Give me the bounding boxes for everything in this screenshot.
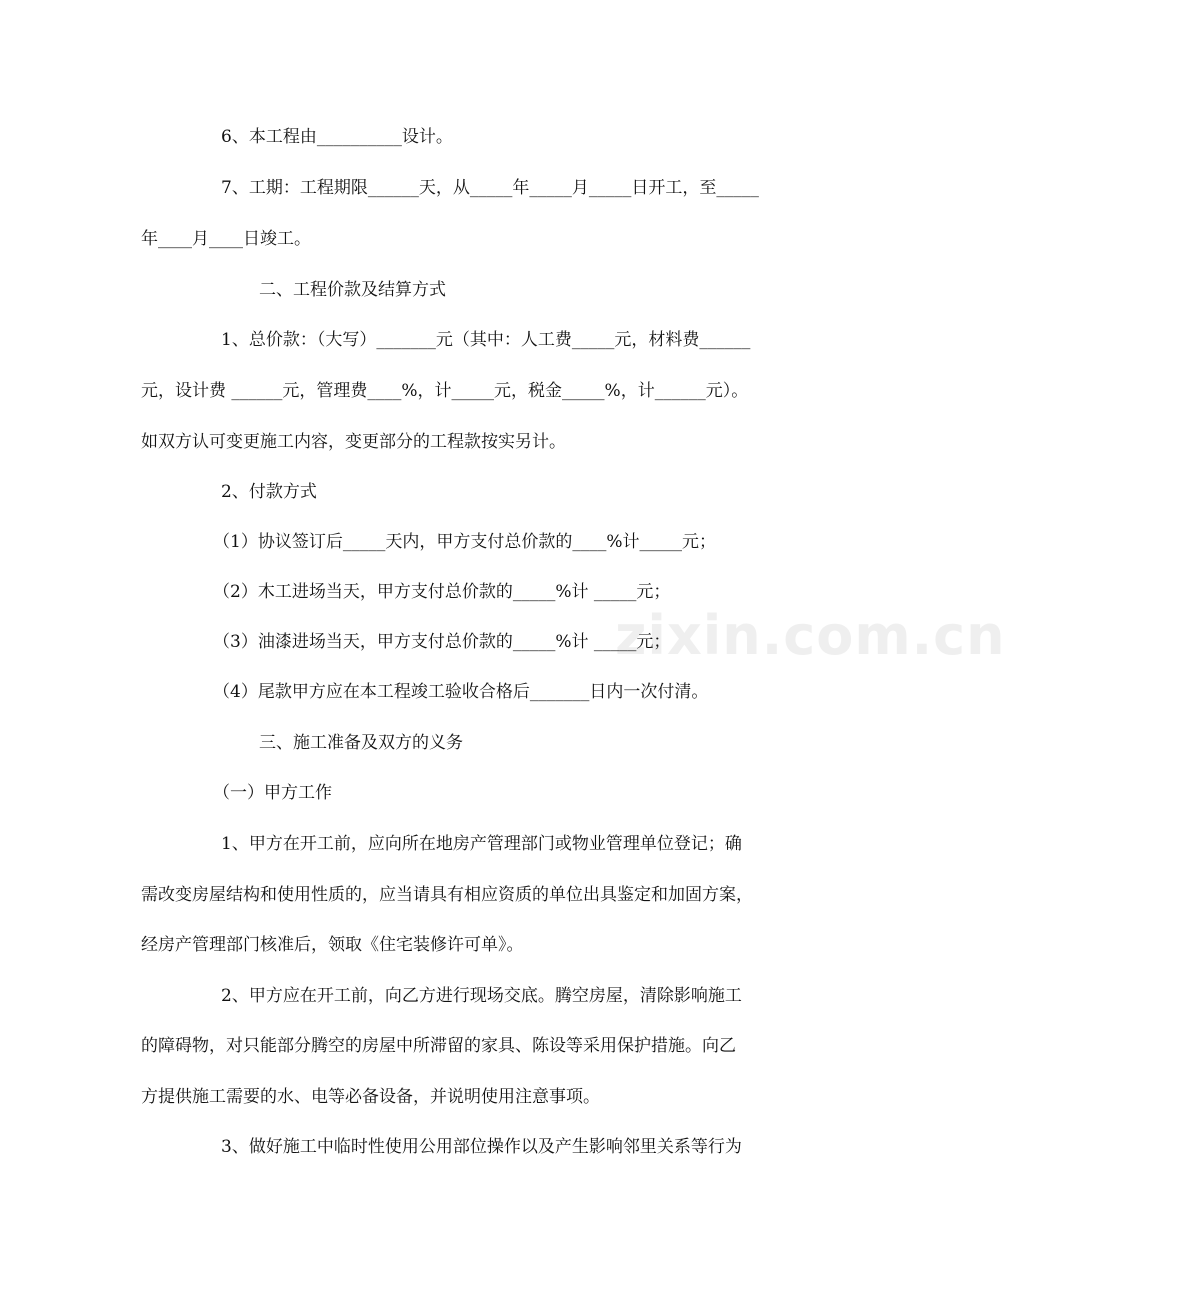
item-1-total-price-cont: 元，设计费 ______元，管理费____%，计_____元，税金_____%，计______元）。 <box>141 381 749 401</box>
party-a-item-2: 2、甲方应在开工前，向乙方进行现场交底。腾空房屋，清除影响施工 <box>221 986 742 1006</box>
section-2-heading: 二、工程价款及结算方式 <box>259 280 446 300</box>
payment-step-4: （4）尾款甲方应在本工程竣工验收合格后_______日内一次付清。 <box>213 682 709 702</box>
party-a-item-1: 1、甲方在开工前，应向所在地房产管理部门或物业管理单位登记；确 <box>221 834 742 854</box>
party-a-item-1-end: 经房产管理部门核准后，领取《住宅装修许可单》。 <box>141 935 524 955</box>
clause-7-period-cont: 年____月____日竣工。 <box>141 229 311 249</box>
party-a-work-heading: （一）甲方工作 <box>213 783 332 803</box>
payment-step-3: （3）油漆进场当天，甲方支付总价款的_____%计 _____元； <box>213 632 671 652</box>
payment-step-1: （1）协议签订后_____天内，甲方支付总价款的____%计_____元； <box>213 532 716 552</box>
clause-7-period: 7、工期：工程期限______天，从_____年_____月_____日开工，至_____ <box>221 178 759 198</box>
section-3-heading: 三、施工准备及双方的义务 <box>259 733 463 753</box>
item-1-change-note: 如双方认可变更施工内容，变更部分的工程款按实另计。 <box>141 432 566 452</box>
party-a-item-1-cont: 需改变房屋结构和使用性质的，应当请具有相应资质的单位出具鉴定和加固方案， <box>141 885 753 905</box>
payment-step-2: （2）木工进场当天，甲方支付总价款的_____%计 _____元； <box>213 582 671 602</box>
item-2-payment-heading: 2、付款方式 <box>221 482 317 502</box>
party-a-item-2-cont: 的障碍物，对只能部分腾空的房屋中所滞留的家具、陈设等采用保护措施。向乙 <box>141 1036 736 1056</box>
watermark: zixin.com.cn <box>615 604 1006 667</box>
party-a-item-2-end: 方提供施工需要的水、电等必备设备，并说明使用注意事项。 <box>141 1087 600 1107</box>
clause-6-design: 6、本工程由__________设计。 <box>221 127 453 147</box>
party-a-item-3: 3、做好施工中临时性使用公用部位操作以及产生影响邻里关系等行为 <box>221 1137 742 1157</box>
item-1-total-price: 1、总价款：（大写）_______元（其中：人工费_____元，材料费______ <box>221 330 751 350</box>
